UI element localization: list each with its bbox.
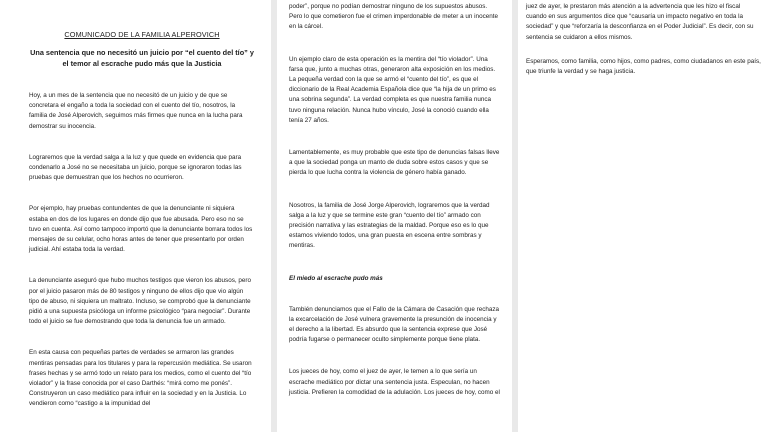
paragraph: Los jueces de hoy, como el juez de ayer, le temen a lo que sería un escrache mediático por dictar una sentencia justa. Especulan, no hacen justicia. Prefieren la comodidad de la adulación. Los jueces de hoy, como el	[289, 368, 500, 396]
document-subtitle: Una sentencia que no necesitó un juicio por “el cuento del tío” y el temor al escrache pudo más que la Justicia	[30, 48, 254, 68]
paragraph: Por ejemplo, hay pruebas contundentes de que la denunciante ni siquiera estaba en dos de los lugares en donde dijo que fue abusada. Pero eso no se tuvo en cuenta. Así como tampoco importó que la denunciante borrara todos los mensajes de su celular, ocho horas antes de tener que presentarlo por orden judicial. Ahí estaba toda la verdad.	[29, 205, 253, 254]
paragraph: Hoy, a un mes de la sentencia que no necesitó de un juicio y de que se concretara el engaño a toda la sociedad con el cuento del tío, nosotros, la familia de José Alperovich, seguimos más firmes que nunca en la lucha para demostrar su inocencia.	[29, 92, 243, 130]
paragraph: poder”, porque no podían demostrar ninguno de los supuestos abusos. Pero lo que cometieron fue el crimen imperdonable de meter a un inocente en la cárcel.	[289, 3, 498, 31]
paragraph: Nosotros, la familia de José Jorge Alperovich, lograremos que la verdad salga a la luz y que se termine este gran “cuento del tío” armado con precisión narrativa y las estrategias de la maldad. Porque eso es lo que estamos viviendo todos, una gran puesta en escena entre sombras y mentiras.	[289, 201, 490, 250]
document-title: COMUNICADO DE LA FAMILIA ALPEROVICH	[64, 30, 220, 39]
paragraph: La denunciante aseguró que hubo muchos testigos que vieron los abusos, pero por el juicio pasaron más de 80 testigos y ninguno de ellos dijo que vio algún tipo de abuso, ni siquiera un maltrato. Incluso, se comprobó que la denunciante pidió a una supuesta psicóloga un informe psicológico “para negociar”. Durante todo el juicio se fue demostrando que toda la denuncia fue un armado.	[29, 277, 251, 326]
page-column-1	[0, 0, 271, 432]
paragraph: juez de ayer, le prestaron más atención a la advertencia que les hizo el fiscal cuando en sus argumentos dice que “causaría un impacto negativo en toda la sociedad” y que “reforzaría la desconfianza en el Poder Judicial”. Es decir, con su sentencia se cuidaron a ellos mismos.	[526, 3, 754, 41]
page-column-3	[518, 0, 768, 432]
section-heading: El miedo al escrache pudo más	[289, 274, 383, 282]
page-column-2	[277, 0, 512, 432]
paragraph: Esperamos, como familia, como hijos, como padres, como ciudadanos en este país, que triunfe la verdad y se haga justicia.	[526, 57, 761, 76]
paragraph: Lograremos que la verdad salga a la luz y que quede en evidencia que para condenarlo a José no se necesitaba un juicio, porque se ignoraron todas las pruebas que demuestran que los hechos no ocurrieron.	[29, 153, 242, 182]
paragraph: En esta causa con pequeñas partes de verdades se armaron las grandes mentiras pensadas para los titulares y para la repercusión mediática. Se usaron frases hechas y se armó todo un relato para los medios, como el cuento del “tío violador” y la frase conocida por el caso Darthés: “mirá como me ponés”. Construyeron un caso mediático para influir en la sociedad y en la Justicia. Lo vendieron como “castigo a la impunidad del	[29, 349, 252, 408]
paragraph: Un ejemplo claro de esta operación es la mentira del “tío violador”. Una farsa que, junto a muchas otras, generaron alta exposición en los medios. La pequeña verdad con la que se armó el “cuento del tío”, es que el diccionario de la Real Academia Española dice que “la hija de un primo es una sobrina segunda”. La verdad completa es que nuestra familia nunca tuvo ninguna relación. Nunca hubo vínculo, José la conoció cuando ella tenía 27 años.	[289, 55, 496, 124]
paragraph: Lamentablemente, es muy probable que este tipo de denuncias falsas lleve a que la sociedad ponga un manto de duda sobre estos casos y que se pierda lo que lucha contra la violencia de género había ganado.	[289, 149, 500, 177]
paragraph: También denunciamos que el Fallo de la Cámara de Casación que rechaza la excarcelación de José vulnera gravemente la presunción de inocencia y el derecho a la libertad. Es absurdo que la sentencia exprese que José podría fugarse o permanecer oculto simplemente porque tiene plata.	[289, 305, 500, 344]
